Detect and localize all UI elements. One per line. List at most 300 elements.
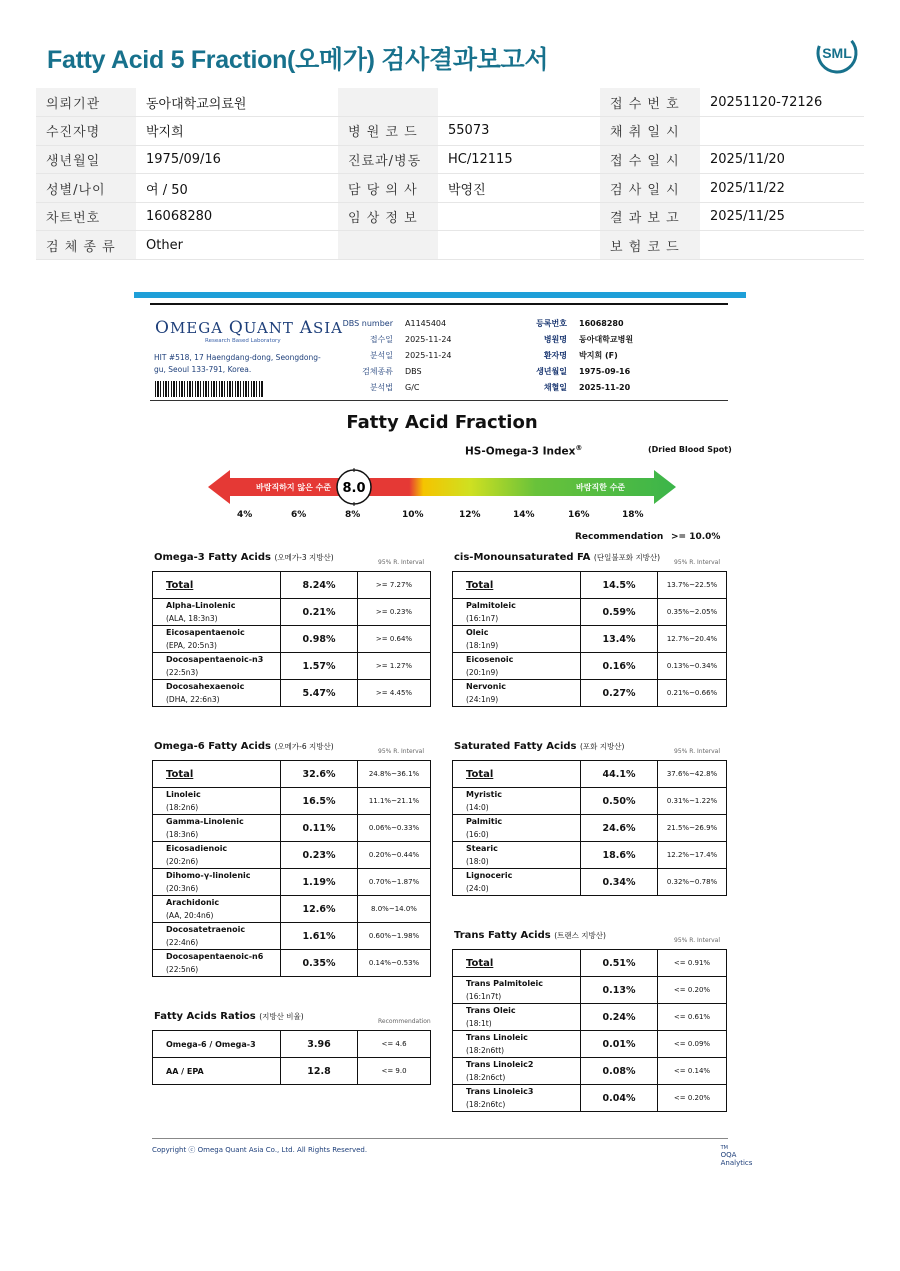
fatty-acid-name-cell <box>453 950 581 977</box>
patient-field-label: 검 체 종 류 <box>36 231 136 260</box>
report-meta-right <box>520 316 633 396</box>
footer <box>152 1138 753 1167</box>
ratios-section-title <box>154 1011 304 1022</box>
fatty-acid-code: (22:5n6) <box>166 965 199 974</box>
patient-field-value <box>700 231 864 260</box>
reference-range: 24.8%~36.1% <box>358 761 431 788</box>
fatty-acid-name: Docosapentaenoic-n3 <box>166 655 264 664</box>
reference-range: 21.5%~26.9% <box>658 815 727 842</box>
omega3-index-gauge <box>208 468 676 506</box>
fatty-acid-row <box>453 950 727 977</box>
section-title-sub: (지방산 비율) <box>259 1012 304 1021</box>
gauge-tick-label: 8% <box>345 510 361 520</box>
patient-field-value: 박지희 <box>136 117 338 146</box>
patient-field-value: HC/12115 <box>438 145 600 174</box>
fatty-acid-row <box>453 977 727 1004</box>
fatty-acid-name-cell <box>153 599 281 626</box>
fatty-acid-name-cell <box>453 1085 581 1112</box>
bad-level-label: 바람직하지 않은 수준 <box>256 483 332 492</box>
fatty-acid-value: 0.16% <box>581 653 658 680</box>
section-title-sub: (트랜스 지방산) <box>554 931 606 940</box>
fatty-acid-name-cell <box>153 788 281 815</box>
index-marker <box>337 468 371 506</box>
patient-field-label: 보 험 코 드 <box>600 231 700 260</box>
fatty-acid-name-cell <box>453 788 581 815</box>
fatty-acid-row <box>153 680 431 707</box>
reference-range: >= 0.23% <box>358 599 431 626</box>
fatty-acid-name: AA / EPA <box>166 1066 204 1076</box>
fatty-acid-value: 18.6% <box>581 842 658 869</box>
fatty-acid-code: (22:5n3) <box>166 668 199 677</box>
meta-value: 2025-11-24 <box>405 335 452 344</box>
patient-field-value: 박영진 <box>438 174 600 203</box>
fatty-acid-value: 0.24% <box>581 1004 658 1031</box>
meta-key: DBS number <box>342 319 393 328</box>
interval-label: 95% R. Interval <box>378 559 424 566</box>
meta-key: 병원명 <box>543 335 567 344</box>
fatty-acid-row <box>153 626 431 653</box>
fatty-acid-value: 1.61% <box>281 923 358 950</box>
section-title-text: Trans Fatty Acids <box>454 930 551 941</box>
fatty-acid-code: (16:0) <box>466 830 489 839</box>
fatty-acid-name: Total <box>466 768 494 780</box>
fatty-acid-name: Trans Palmitoleic <box>466 979 544 988</box>
patient-field-value <box>438 231 600 260</box>
fatty-acid-value: 0.13% <box>581 977 658 1004</box>
meta-value: G/C <box>405 383 420 392</box>
fatty-acid-value: 1.19% <box>281 869 358 896</box>
fatty-acid-row <box>153 815 431 842</box>
section-title-sub: (오메가-6 지방산) <box>274 742 334 751</box>
section-title-sub: (단일불포화 지방산) <box>593 553 661 562</box>
patient-row <box>36 88 864 117</box>
fatty-acid-row <box>453 1085 727 1112</box>
fatty-acid-value: 0.01% <box>581 1031 658 1058</box>
fatty-acid-row <box>453 761 727 788</box>
fatty-acid-code: (EPA, 20:5n3) <box>166 641 217 650</box>
patient-field-label: 검 사 일 시 <box>600 174 700 203</box>
fatty-acid-code: (AA, 20:4n6) <box>166 911 214 920</box>
fatty-acid-code: (14:0) <box>466 803 489 812</box>
omega6-section-title <box>154 741 334 752</box>
patient-field-value: 55073 <box>438 117 600 146</box>
patient-field-label: 병 원 코 드 <box>338 117 438 146</box>
report-top-line <box>150 303 728 305</box>
fatty-acid-name-cell <box>153 1031 281 1058</box>
gauge-tick-label: 18% <box>622 510 644 520</box>
fatty-acid-name-cell <box>153 896 281 923</box>
index-value: 8.0 <box>342 481 366 496</box>
fatty-acid-code: (20:2n6) <box>166 857 199 866</box>
meta-key: 생년월일 <box>536 367 567 376</box>
patient-field-label: 담 당 의 사 <box>338 174 438 203</box>
fatty-acid-code: (20:3n6) <box>166 884 199 893</box>
fatty-acid-row <box>453 869 727 896</box>
fatty-acid-name: Stearic <box>466 844 498 853</box>
meta-value: 1975-09-16 <box>579 367 631 376</box>
fatty-acid-name: Palmitic <box>466 817 503 826</box>
patient-field-label: 접 수 일 시 <box>600 145 700 174</box>
fatty-acid-name: Total <box>166 768 194 780</box>
fatty-acid-name-cell <box>153 950 281 977</box>
report-title: Fatty Acid 5 Fraction(오메가) 검사결과보고서 <box>47 46 549 74</box>
gauge-tick-label: 14% <box>513 510 535 520</box>
fatty-acid-value: 0.21% <box>281 599 358 626</box>
reference-range: <= 9.0 <box>358 1058 431 1085</box>
dried-blood-spot-label: (Dried Blood Spot) <box>648 445 732 454</box>
reference-range: 0.70%~1.87% <box>358 869 431 896</box>
interval-label: Recommendation <box>378 1018 431 1025</box>
fatty-acid-name-cell <box>153 653 281 680</box>
reference-range: <= 0.14% <box>658 1058 727 1085</box>
sml-logo <box>814 30 860 76</box>
fatty-acid-row <box>153 950 431 977</box>
fatty-acid-name: Docosahexaenoic <box>166 682 245 691</box>
fatty-acid-value: 32.6% <box>281 761 358 788</box>
fatty-acid-name: Trans Linoleic <box>466 1033 528 1042</box>
fatty-acid-code: (18:0) <box>466 857 489 866</box>
patient-field-label: 임 상 정 보 <box>338 202 438 231</box>
patient-field-value: 2025/11/22 <box>700 174 864 203</box>
fatty-acid-code: (18:2n6) <box>166 803 199 812</box>
fatty-acid-row <box>153 599 431 626</box>
patient-field-value: 2025/11/25 <box>700 202 864 231</box>
fatty-acid-name-cell <box>453 761 581 788</box>
fatty-acid-row <box>153 761 431 788</box>
fatty-acid-code: (16:1n7t) <box>466 992 502 1001</box>
fatty-acid-code: (24:0) <box>466 884 489 893</box>
fatty-acid-row <box>153 896 431 923</box>
fatty-acid-name-cell <box>453 572 581 599</box>
reference-range: <= 4.6 <box>358 1031 431 1058</box>
fatty-acid-value: 44.1% <box>581 761 658 788</box>
fatty-acid-name: Total <box>466 957 494 969</box>
meta-row <box>330 364 452 380</box>
fatty-acid-row <box>453 626 727 653</box>
meta-key: 등록번호 <box>536 319 567 328</box>
fatty-acid-row <box>453 599 727 626</box>
reference-range: 0.21%~0.66% <box>658 680 727 707</box>
fatty-acid-row <box>153 788 431 815</box>
fatty-acid-name: Docosapentaenoic-n6 <box>166 952 264 961</box>
reference-range: <= 0.09% <box>658 1031 727 1058</box>
fatty-acid-code: (18:3n6) <box>166 830 199 839</box>
trans-section-title <box>454 930 606 941</box>
reference-range: 11.1%~21.1% <box>358 788 431 815</box>
fatty-acid-name: Eicosapentaenoic <box>166 628 245 637</box>
fatty-acid-name: Trans Oleic <box>466 1006 516 1015</box>
meta-key: 검체종류 <box>362 367 393 376</box>
patient-field-value: 2025/11/20 <box>700 145 864 174</box>
fatty-acid-code: (18:1n9) <box>466 641 499 650</box>
reference-range: >= 0.64% <box>358 626 431 653</box>
saturated-section-title <box>454 741 624 752</box>
fatty-acid-row <box>453 680 727 707</box>
patient-row <box>36 117 864 146</box>
patient-field-label: 채 취 일 시 <box>600 117 700 146</box>
recommendation-label: Recommendation <box>575 532 664 542</box>
section-title-sub: (포화 지방산) <box>579 742 625 751</box>
meta-value: 동아대학교병원 <box>579 335 634 344</box>
fatty-acid-name: Nervonic <box>466 682 506 691</box>
good-level-label: 바람직한 수준 <box>576 483 626 492</box>
fatty-acid-code: (18:2n6tt) <box>466 1046 505 1055</box>
fatty-acid-row <box>153 1058 431 1085</box>
fatty-acid-value: 0.34% <box>581 869 658 896</box>
patient-row <box>36 202 864 231</box>
interval-label: 95% R. Interval <box>674 559 720 566</box>
meta-value: 2025-11-24 <box>405 351 452 360</box>
fatty-acid-value: 8.24% <box>281 572 358 599</box>
fatty-acid-name-cell <box>453 842 581 869</box>
fatty-acid-value: 0.50% <box>581 788 658 815</box>
patient-field-value: 16068280 <box>136 202 338 231</box>
fatty-acid-value: 24.6% <box>581 815 658 842</box>
fatty-acid-row <box>453 653 727 680</box>
fatty-acid-name-cell <box>453 599 581 626</box>
reference-range: <= 0.20% <box>658 1085 727 1112</box>
patient-field-label: 성별/나이 <box>36 174 136 203</box>
fatty-acid-row <box>453 815 727 842</box>
meta-value: 2025-11-20 <box>579 383 631 392</box>
fatty-acid-row <box>453 788 727 815</box>
fatty-acid-name-cell <box>453 1031 581 1058</box>
reference-range: 12.7%~20.4% <box>658 626 727 653</box>
footer-brand: OQA Analytics ™ <box>720 1145 753 1167</box>
reference-range: 8.0%~14.0% <box>358 896 431 923</box>
recommendation-value: >= 10.0% <box>671 532 721 542</box>
lab-subtitle: Research Based Laboratory <box>205 338 281 344</box>
mono-table <box>452 571 727 707</box>
fatty-acid-name-cell <box>453 1004 581 1031</box>
fatty-acid-name: Myristic <box>466 790 502 799</box>
meta-value: 박지희 (F) <box>579 351 618 360</box>
fatty-acid-value: 0.23% <box>281 842 358 869</box>
meta-row <box>330 332 452 348</box>
fatty-acid-name-cell <box>453 626 581 653</box>
lab-address: HIT #518, 17 Haengdang-dong, Seongdong-gu, Seoul 133-791, Korea. <box>154 353 321 374</box>
fatty-acid-name-cell <box>153 761 281 788</box>
fatty-acid-value: 12.8 <box>281 1058 358 1085</box>
fatty-acid-name: Linoleic <box>166 790 201 799</box>
reference-range: 0.06%~0.33% <box>358 815 431 842</box>
omega6-table <box>152 760 431 977</box>
fatty-acid-name: Eicosenoic <box>466 655 514 664</box>
fatty-acid-code: (18:1t) <box>466 1019 492 1028</box>
patient-field-value <box>438 202 600 231</box>
fatty-acid-value: 3.96 <box>281 1031 358 1058</box>
meta-key: 분석법 <box>369 383 393 392</box>
patient-field-label: 의뢰기관 <box>36 88 136 117</box>
fatty-acid-code: (22:4n6) <box>166 938 199 947</box>
fatty-acid-value: 0.08% <box>581 1058 658 1085</box>
fatty-acid-name: Eicosadienoic <box>166 844 228 853</box>
patient-field-label: 차트번호 <box>36 202 136 231</box>
fatty-acid-name-cell <box>153 572 281 599</box>
fatty-acid-value: 0.98% <box>281 626 358 653</box>
patient-field-label: 접 수 번 호 <box>600 88 700 117</box>
fatty-acid-code: (16:1n7) <box>466 614 499 623</box>
fatty-acid-code: (20:1n9) <box>466 668 499 677</box>
gauge-tick-label: 6% <box>291 510 307 520</box>
meta-row <box>330 316 452 332</box>
fatty-acid-row <box>453 572 727 599</box>
patient-field-value <box>438 88 600 117</box>
fatty-acid-name-cell <box>153 815 281 842</box>
patient-field-value: Other <box>136 231 338 260</box>
reference-range: <= 0.91% <box>658 950 727 977</box>
fatty-acid-row <box>453 1058 727 1085</box>
reference-range: 0.13%~0.34% <box>658 653 727 680</box>
interval-label: 95% R. Interval <box>674 748 720 755</box>
section-title-text: Omega-3 Fatty Acids <box>154 552 271 563</box>
meta-row <box>520 332 633 348</box>
patient-row <box>36 174 864 203</box>
fatty-acid-row <box>453 1004 727 1031</box>
fatty-acid-code: (18:2n6tc) <box>466 1100 506 1109</box>
meta-row <box>520 380 633 396</box>
meta-value: A1145404 <box>405 319 447 328</box>
patient-row <box>36 145 864 174</box>
patient-row <box>36 231 864 260</box>
fatty-acid-value: 13.4% <box>581 626 658 653</box>
fatty-acid-name: Docosatetraenoic <box>166 925 246 934</box>
fatty-acid-name-cell <box>153 1058 281 1085</box>
fraction-title: Fatty Acid Fraction <box>346 412 538 433</box>
fatty-acid-name: Lignoceric <box>466 871 513 880</box>
patient-field-label: 생년월일 <box>36 145 136 174</box>
meta-key: 분석일 <box>369 351 393 360</box>
section-title-text: Saturated Fatty Acids <box>454 741 577 752</box>
fatty-acid-row <box>153 1031 431 1058</box>
reference-range: 37.6%~42.8% <box>658 761 727 788</box>
meta-value: 16068280 <box>579 319 624 328</box>
fatty-acid-name: Arachidonic <box>166 898 220 907</box>
fatty-acid-value: 5.47% <box>281 680 358 707</box>
fatty-acid-name: Palmitoleic <box>466 601 516 610</box>
omega3-table <box>152 571 431 707</box>
fatty-acid-name: Trans Linoleic2 <box>466 1060 534 1069</box>
reference-range: 0.14%~0.53% <box>358 950 431 977</box>
patient-field-label <box>338 88 438 117</box>
meta-row <box>330 348 452 364</box>
fatty-acid-name: Gamma-Linolenic <box>166 817 244 826</box>
interval-label: 95% R. Interval <box>378 748 424 755</box>
fatty-acid-value: 0.35% <box>281 950 358 977</box>
fatty-acid-name-cell <box>453 869 581 896</box>
meta-key: 환자명 <box>543 351 567 360</box>
patient-field-value: 20251120-72126 <box>700 88 864 117</box>
fatty-acid-value: 0.59% <box>581 599 658 626</box>
reference-range: 0.60%~1.98% <box>358 923 431 950</box>
sml-logo-text: SML <box>822 45 852 61</box>
fatty-acid-name-cell <box>153 869 281 896</box>
copyright: Copyright ⓒ Omega Quant Asia Co., Ltd. All Rights Reserved. <box>152 1146 368 1154</box>
reference-range: >= 7.27% <box>358 572 431 599</box>
fatty-acid-code: (DHA, 22:6n3) <box>166 695 220 704</box>
mono-section-title <box>454 552 660 563</box>
fatty-acid-row <box>153 842 431 869</box>
section-title-text: Omega-6 Fatty Acids <box>154 741 271 752</box>
report-header-line <box>150 400 728 401</box>
fatty-acid-code: (18:2n6ct) <box>466 1073 506 1082</box>
patient-field-label <box>338 231 438 260</box>
meta-key: 접수일 <box>369 335 393 344</box>
reference-range: 12.2%~17.4% <box>658 842 727 869</box>
fatty-acid-value: 16.5% <box>281 788 358 815</box>
fatty-acid-value: 0.04% <box>581 1085 658 1112</box>
meta-key: 채혈일 <box>543 383 567 392</box>
fatty-acid-value: 14.5% <box>581 572 658 599</box>
gauge-tick-label: 10% <box>402 510 424 520</box>
barcode <box>155 381 263 397</box>
fatty-acid-row <box>153 653 431 680</box>
fatty-acid-name: Omega-6 / Omega-3 <box>166 1039 256 1049</box>
fatty-acid-value: 0.11% <box>281 815 358 842</box>
patient-field-value: 동아대학교의료원 <box>136 88 338 117</box>
fatty-acid-name-cell <box>153 626 281 653</box>
gauge-tick-label: 4% <box>237 510 253 520</box>
meta-row <box>520 316 633 332</box>
fatty-acid-name: Total <box>466 579 494 591</box>
patient-field-label: 진료과/병동 <box>338 145 438 174</box>
section-title-text: Fatty Acids Ratios <box>154 1011 256 1022</box>
reference-range: >= 1.27% <box>358 653 431 680</box>
meta-row <box>520 364 633 380</box>
fatty-acid-value: 1.57% <box>281 653 358 680</box>
section-title-sub: (오메가-3 지방산) <box>274 553 334 562</box>
blue-divider <box>134 292 746 298</box>
fatty-acid-row <box>153 572 431 599</box>
meta-row <box>330 380 452 396</box>
fatty-acid-code: (ALA, 18:3n3) <box>166 614 218 623</box>
meta-value: DBS <box>405 367 422 376</box>
index-title: HS-Omega-3 Index® <box>465 444 583 458</box>
fatty-acid-name: Oleic <box>466 628 489 637</box>
reference-range: 13.7%~22.5% <box>658 572 727 599</box>
gauge-tick-label: 16% <box>568 510 590 520</box>
fatty-acid-code: (24:1n9) <box>466 695 499 704</box>
patient-field-label: 결 과 보 고 <box>600 202 700 231</box>
reference-range: >= 4.45% <box>358 680 431 707</box>
fatty-acid-name-cell <box>453 1058 581 1085</box>
lab-logo: OMEGA QUANT ASIA <box>155 318 344 338</box>
fatty-acid-value: 0.51% <box>581 950 658 977</box>
fatty-acid-row <box>453 842 727 869</box>
fatty-acid-name-cell <box>453 653 581 680</box>
fatty-acid-value: 12.6% <box>281 896 358 923</box>
reference-range: <= 0.20% <box>658 977 727 1004</box>
ratios-table <box>152 1030 431 1085</box>
reference-range: <= 0.61% <box>658 1004 727 1031</box>
fatty-acid-name-cell <box>453 977 581 1004</box>
meta-row <box>520 348 633 364</box>
report-meta-left <box>330 316 452 396</box>
reference-range: 0.31%~1.22% <box>658 788 727 815</box>
reference-range: 0.35%~2.05% <box>658 599 727 626</box>
fatty-acid-name-cell <box>153 842 281 869</box>
fatty-acid-name-cell <box>153 680 281 707</box>
fatty-acid-value: 0.27% <box>581 680 658 707</box>
gauge-tick-label: 12% <box>459 510 481 520</box>
section-title-text: cis-Monounsaturated FA <box>454 552 591 563</box>
reference-range: 0.20%~0.44% <box>358 842 431 869</box>
saturated-table <box>452 760 727 896</box>
fatty-acid-name: Alpha-Linolenic <box>166 601 236 610</box>
reference-range: 0.32%~0.78% <box>658 869 727 896</box>
fatty-acid-name: Dihomo-γ-linolenic <box>166 871 251 880</box>
fatty-acid-name-cell <box>453 680 581 707</box>
